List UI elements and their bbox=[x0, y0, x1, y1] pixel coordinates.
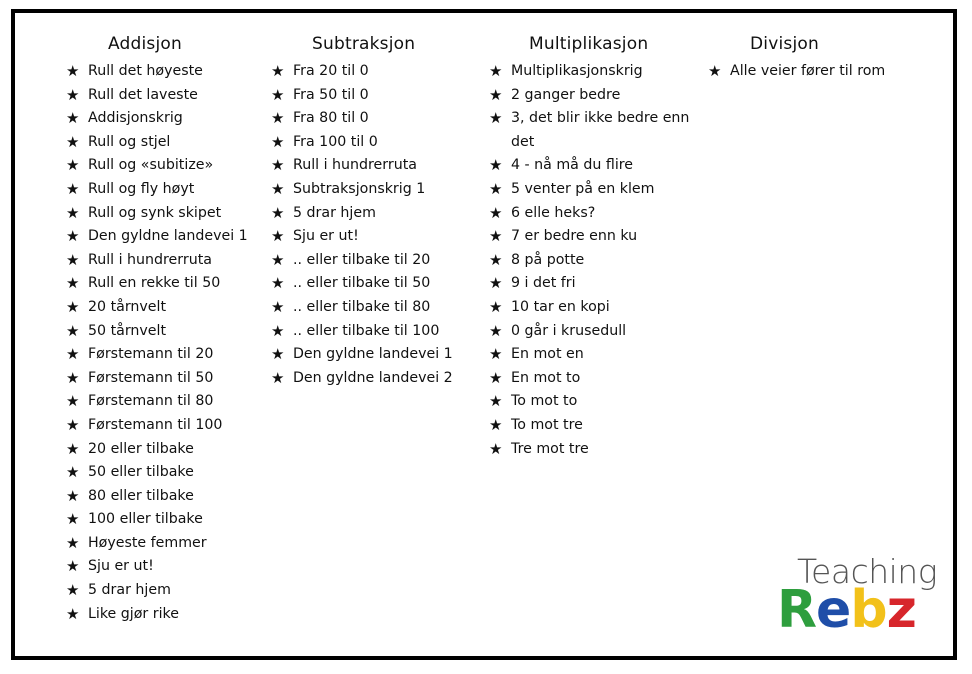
list-item-label: Førstemann til 50 bbox=[88, 369, 214, 386]
list-item bbox=[66, 343, 248, 367]
list-item bbox=[66, 131, 248, 155]
star-icon: ★ bbox=[271, 203, 285, 222]
list-item-label: Like gjør rike bbox=[88, 605, 179, 622]
star-icon: ★ bbox=[489, 156, 503, 175]
list-item-label: 2 ganger bedre bbox=[511, 86, 621, 103]
list-item-label: 5 venter på en klem bbox=[511, 180, 655, 197]
list-item bbox=[271, 343, 453, 367]
list-item bbox=[66, 296, 248, 320]
list-item-label: 80 eller tilbake bbox=[88, 487, 194, 504]
star-icon: ★ bbox=[66, 321, 80, 340]
list-item-label: Rull og «subitize» bbox=[88, 157, 214, 174]
list-item-label: To mot to bbox=[511, 393, 578, 410]
list-item-label: .. eller tilbake til 80 bbox=[293, 298, 431, 315]
star-icon: ★ bbox=[66, 179, 80, 198]
star-icon: ★ bbox=[66, 557, 80, 576]
star-icon: ★ bbox=[66, 581, 80, 600]
star-icon: ★ bbox=[66, 62, 80, 80]
list-item bbox=[271, 154, 453, 178]
list-item-label: 20 tårnvelt bbox=[88, 298, 167, 315]
star-icon: ★ bbox=[489, 274, 503, 293]
list-item-label: .. eller tilbake til 20 bbox=[293, 251, 431, 268]
column-subtraksjon bbox=[271, 33, 453, 390]
star-icon: ★ bbox=[489, 392, 503, 411]
column-title: Divisjon bbox=[750, 34, 819, 54]
logo-letter: z bbox=[886, 580, 916, 640]
list-item bbox=[489, 414, 691, 438]
star-icon: ★ bbox=[66, 486, 80, 505]
star-icon: ★ bbox=[66, 85, 80, 104]
list-item bbox=[271, 107, 453, 131]
list-item bbox=[66, 485, 248, 509]
list-item bbox=[66, 461, 248, 485]
list-item bbox=[271, 249, 453, 273]
star-icon: ★ bbox=[66, 109, 80, 128]
list-item bbox=[271, 225, 453, 249]
list-item bbox=[66, 508, 248, 532]
column-multiplikasjon bbox=[489, 33, 691, 461]
list-item-label: Fra 50 til 0 bbox=[293, 86, 369, 103]
list-item bbox=[66, 60, 248, 84]
column-title: Subtraksjon bbox=[312, 34, 416, 54]
column-addisjon bbox=[66, 33, 248, 626]
list-item bbox=[489, 178, 691, 202]
list-item-label: 8 på potte bbox=[511, 251, 585, 268]
list-item bbox=[66, 225, 248, 249]
star-icon: ★ bbox=[271, 132, 285, 151]
list-item-label: En mot to bbox=[511, 369, 581, 386]
list-item-label: Rull og stjel bbox=[88, 133, 171, 150]
star-icon: ★ bbox=[271, 321, 285, 340]
logo-line2 bbox=[777, 580, 916, 640]
list-item-label: Fra 20 til 0 bbox=[293, 63, 369, 79]
star-icon: ★ bbox=[66, 274, 80, 293]
star-icon: ★ bbox=[66, 132, 80, 151]
star-icon: ★ bbox=[489, 439, 503, 458]
list-item-label: Addisjonskrig bbox=[88, 110, 183, 127]
star-icon: ★ bbox=[271, 179, 285, 198]
star-icon: ★ bbox=[66, 250, 80, 269]
star-icon: ★ bbox=[66, 203, 80, 222]
list-item bbox=[66, 438, 248, 462]
star-icon: ★ bbox=[271, 227, 285, 246]
game-list bbox=[489, 60, 691, 461]
list-item-label: Fra 100 til 0 bbox=[293, 133, 378, 150]
list-item bbox=[66, 603, 248, 627]
star-icon: ★ bbox=[271, 297, 285, 316]
list-item-label: 9 i det fri bbox=[511, 275, 576, 292]
teaching-rebz-logo bbox=[775, 552, 953, 644]
list-item-label: Den gyldne landevei 2 bbox=[293, 369, 453, 386]
list-item-label: Rull og synk skipet bbox=[88, 204, 222, 221]
star-icon: ★ bbox=[66, 227, 80, 246]
list-item-label: Alle veier fører til rom bbox=[730, 63, 886, 79]
list-item bbox=[489, 84, 691, 108]
column-title: Multiplikasjon bbox=[529, 34, 649, 54]
list-item bbox=[66, 414, 248, 438]
star-icon: ★ bbox=[271, 62, 285, 80]
list-item bbox=[66, 367, 248, 391]
star-icon: ★ bbox=[66, 368, 80, 387]
star-icon: ★ bbox=[66, 463, 80, 482]
star-icon: ★ bbox=[66, 604, 80, 623]
list-item bbox=[489, 107, 691, 154]
list-item-label: Sju er ut! bbox=[293, 228, 359, 245]
list-item-label: Rull det høyeste bbox=[88, 63, 203, 79]
game-list bbox=[271, 60, 453, 390]
game-list bbox=[66, 60, 248, 626]
list-item-label: Den gyldne landevei 1 bbox=[293, 346, 453, 363]
list-item bbox=[66, 202, 248, 226]
list-item-label: Tre mot tre bbox=[511, 440, 589, 457]
list-item-label: Førstemann til 20 bbox=[88, 346, 214, 363]
list-item-label: Førstemann til 80 bbox=[88, 393, 214, 410]
list-item bbox=[66, 579, 248, 603]
list-item-label: 0 går i krusedull bbox=[511, 322, 627, 339]
list-item bbox=[66, 390, 248, 414]
column-divisjon bbox=[708, 33, 890, 84]
list-item bbox=[66, 154, 248, 178]
star-icon: ★ bbox=[271, 156, 285, 175]
list-item bbox=[66, 320, 248, 344]
list-item-label: Fra 80 til 0 bbox=[293, 110, 369, 127]
list-item-label: 6 elle heks? bbox=[511, 204, 596, 221]
list-item-label: Multiplikasjonskrig bbox=[511, 63, 643, 79]
list-item bbox=[66, 249, 248, 273]
list-item-label: Førstemann til 100 bbox=[88, 416, 223, 433]
list-item bbox=[489, 60, 691, 84]
list-item-label: .. eller tilbake til 100 bbox=[293, 322, 440, 339]
star-icon: ★ bbox=[271, 250, 285, 269]
star-icon: ★ bbox=[489, 415, 503, 434]
list-item-label: Rull og fly høyt bbox=[88, 180, 195, 197]
star-icon: ★ bbox=[489, 227, 503, 246]
list-item bbox=[66, 84, 248, 108]
list-item bbox=[489, 272, 691, 296]
list-item bbox=[708, 60, 890, 84]
star-icon: ★ bbox=[489, 85, 503, 104]
list-item-label: Rull det laveste bbox=[88, 86, 198, 103]
star-icon: ★ bbox=[66, 297, 80, 316]
list-item bbox=[489, 225, 691, 249]
list-item bbox=[489, 343, 691, 367]
star-icon: ★ bbox=[66, 533, 80, 552]
star-icon: ★ bbox=[66, 392, 80, 411]
list-item-label: Den gyldne landevei 1 bbox=[88, 228, 248, 245]
column-title: Addisjon bbox=[108, 34, 182, 54]
star-icon: ★ bbox=[489, 203, 503, 222]
list-item-label: To mot tre bbox=[511, 416, 583, 433]
list-item-label: 5 drar hjem bbox=[293, 204, 376, 221]
list-item bbox=[489, 320, 691, 344]
list-item-label: 7 er bedre enn ku bbox=[511, 228, 638, 245]
list-item-label: Subtraksjonskrig 1 bbox=[293, 180, 426, 197]
list-item bbox=[489, 438, 691, 462]
list-item-label: 5 drar hjem bbox=[88, 582, 171, 599]
star-icon: ★ bbox=[489, 109, 503, 128]
list-item-label: 100 eller tilbake bbox=[88, 511, 203, 528]
game-list bbox=[708, 60, 890, 84]
star-icon: ★ bbox=[66, 510, 80, 529]
star-icon: ★ bbox=[66, 156, 80, 175]
logo-line1: Teaching bbox=[797, 552, 938, 591]
star-icon: ★ bbox=[489, 62, 503, 80]
list-item bbox=[271, 84, 453, 108]
list-item-label: 4 - nå må du flire bbox=[511, 157, 634, 174]
star-icon: ★ bbox=[489, 179, 503, 198]
list-item bbox=[489, 296, 691, 320]
list-item bbox=[271, 320, 453, 344]
star-icon: ★ bbox=[271, 274, 285, 293]
list-item-label: Rull en rekke til 50 bbox=[88, 275, 221, 292]
star-icon: ★ bbox=[66, 439, 80, 458]
list-item bbox=[271, 202, 453, 226]
star-icon: ★ bbox=[271, 345, 285, 364]
list-item bbox=[489, 154, 691, 178]
star-icon: ★ bbox=[66, 415, 80, 434]
list-item-label: 50 tårnvelt bbox=[88, 322, 167, 339]
list-item bbox=[489, 367, 691, 391]
list-item-label: Rull i hundrerruta bbox=[293, 157, 417, 174]
star-icon: ★ bbox=[271, 368, 285, 387]
star-icon: ★ bbox=[66, 345, 80, 364]
list-item-label: 20 eller tilbake bbox=[88, 440, 194, 457]
list-item-label: En mot en bbox=[511, 346, 584, 363]
list-item-label: 50 eller tilbake bbox=[88, 464, 194, 481]
list-item bbox=[66, 532, 248, 556]
star-icon: ★ bbox=[489, 368, 503, 387]
list-item bbox=[66, 272, 248, 296]
list-item bbox=[271, 272, 453, 296]
list-item-label: 10 tar en kopi bbox=[511, 298, 610, 315]
star-icon: ★ bbox=[489, 250, 503, 269]
list-item bbox=[271, 178, 453, 202]
star-icon: ★ bbox=[271, 109, 285, 128]
logo-letter: b bbox=[850, 580, 887, 640]
star-icon: ★ bbox=[489, 321, 503, 340]
star-icon: ★ bbox=[489, 345, 503, 364]
list-item bbox=[489, 390, 691, 414]
list-item bbox=[66, 178, 248, 202]
logo-letter: e bbox=[816, 580, 851, 640]
list-item-label: .. eller tilbake til 50 bbox=[293, 275, 431, 292]
list-item bbox=[271, 367, 453, 391]
star-icon: ★ bbox=[271, 85, 285, 104]
star-icon: ★ bbox=[708, 62, 722, 80]
list-item bbox=[271, 296, 453, 320]
list-item-label: Rull i hundrerruta bbox=[88, 251, 212, 268]
list-item bbox=[489, 202, 691, 226]
list-item bbox=[66, 107, 248, 131]
list-item-label: Høyeste femmer bbox=[88, 534, 207, 551]
list-item bbox=[489, 249, 691, 273]
list-item bbox=[66, 555, 248, 579]
logo-letter: R bbox=[777, 580, 817, 640]
list-item bbox=[271, 60, 453, 84]
star-icon: ★ bbox=[489, 297, 503, 316]
list-item-label: Sju er ut! bbox=[88, 558, 154, 575]
list-item-label: 3, det blir ikke bedre enn det bbox=[511, 110, 690, 150]
list-item bbox=[271, 131, 453, 155]
